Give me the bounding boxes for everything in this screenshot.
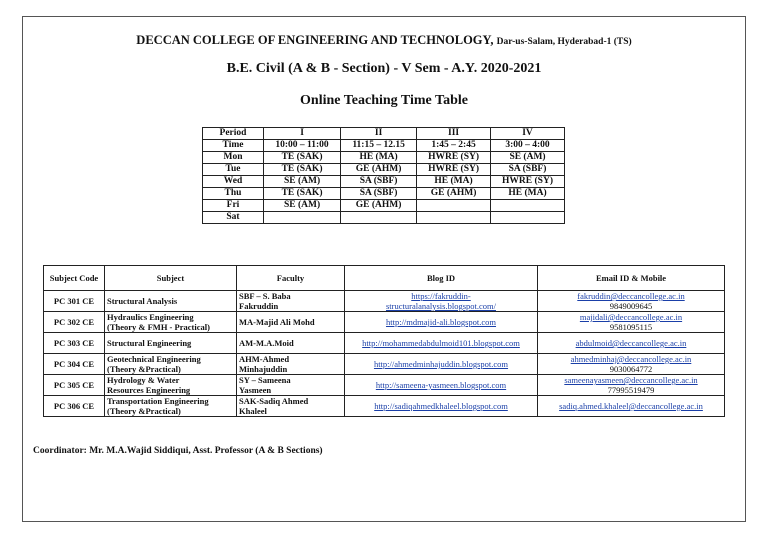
blog-link[interactable]: http://sameena-yasmeen.blogspot.com <box>375 380 507 390</box>
subject-name-cell <box>105 291 237 312</box>
faculty-name: AHM-Ahmed <box>239 354 290 364</box>
faculty-cell <box>237 396 345 417</box>
timetable-cell: SE (AM) <box>264 200 341 212</box>
timetable-day-cell: Thu <box>203 188 264 200</box>
timetable-header-cell: Period <box>203 128 264 140</box>
timetable-cell: 1:45 – 2:45 <box>417 140 491 152</box>
timetable-header-cell: II <box>341 128 417 140</box>
contact-cell <box>538 291 725 312</box>
faculty-name: Yasmeen <box>239 385 272 395</box>
header-subject: Subject <box>105 266 237 291</box>
subject-name: Hydrology & Water <box>107 375 180 385</box>
timetable-cell: GE (AHM) <box>341 200 417 212</box>
timetable-cell: TE (SAK) <box>264 152 341 164</box>
subject-name: Resources Engineering <box>107 385 191 395</box>
college-heading <box>0 33 768 48</box>
subject-name: Structural Analysis <box>107 296 178 306</box>
timetable-header-row <box>203 128 565 140</box>
timetable-cell: TE (SAK) <box>264 164 341 176</box>
table-row <box>44 312 725 333</box>
faculty-name: Minhajuddin <box>239 364 288 374</box>
faculty-name: Khaleel <box>239 406 267 416</box>
blog-link[interactable]: structuralanalysis.blogspot.com/ <box>385 301 496 311</box>
timetable-cell <box>341 212 417 224</box>
subject-name: (Theory &Practical) <box>107 364 181 374</box>
timetable-cell: SA (SBF) <box>341 176 417 188</box>
timetable-cell <box>417 200 491 212</box>
subject-name-cell <box>105 396 237 417</box>
blog-cell <box>345 312 538 333</box>
table-row <box>44 396 725 417</box>
faculty-name: SAK-Sadiq Ahmed <box>239 396 309 406</box>
subject-name-cell <box>105 375 237 396</box>
contact-cell <box>538 354 725 375</box>
email-link[interactable]: ahmedminhaj@deccancollege.ac.in <box>570 354 692 364</box>
contact-cell <box>538 333 725 354</box>
header-blog-id: Blog ID <box>345 266 538 291</box>
faculty-name: SBF – S. Baba <box>239 291 291 301</box>
timetable-day-cell: Mon <box>203 152 264 164</box>
timetable-cell: HWRE (SY) <box>491 176 565 188</box>
blog-cell <box>345 291 538 312</box>
contact-cell <box>538 396 725 417</box>
timetable-cell <box>491 200 565 212</box>
timetable-header-cell: I <box>264 128 341 140</box>
timetable-header-cell: III <box>417 128 491 140</box>
header-subject-code: Subject Code <box>44 266 105 291</box>
subject-name: Structural Engineering <box>107 338 192 348</box>
subject-code: PC 305 CE <box>44 375 105 396</box>
timetable-row <box>203 176 565 188</box>
timetable-cell <box>491 212 565 224</box>
faculty-cell <box>237 333 345 354</box>
timetable-day-cell: Wed <box>203 176 264 188</box>
subject-name: Geotechnical Engineering <box>107 354 201 364</box>
subject-code: PC 304 CE <box>44 354 105 375</box>
timetable-cell <box>417 212 491 224</box>
subject-table <box>43 265 725 417</box>
timetable-cell: SA (SBF) <box>341 188 417 200</box>
blog-link[interactable]: http://mdmajid-ali.blogspot.com <box>385 317 497 327</box>
faculty-cell <box>237 312 345 333</box>
timetable-day-cell: Fri <box>203 200 264 212</box>
blog-cell <box>345 375 538 396</box>
timetable-cell: HWRE (SY) <box>417 152 491 164</box>
subject-name-cell <box>105 354 237 375</box>
timetable-cell: HE (MA) <box>491 188 565 200</box>
timetable-cell: HE (MA) <box>341 152 417 164</box>
timetable-row <box>203 188 565 200</box>
timetable-day-cell: Tue <box>203 164 264 176</box>
timetable-cell: SA (SBF) <box>491 164 565 176</box>
timetable-cell: 3:00 – 4:00 <box>491 140 565 152</box>
timetable-cell <box>264 212 341 224</box>
table-row <box>44 354 725 375</box>
timetable-day-cell: Sat <box>203 212 264 224</box>
email-link[interactable]: majidali@deccancollege.ac.in <box>579 312 683 322</box>
timetable-day-cell: Time <box>203 140 264 152</box>
blog-link[interactable]: https://fakruddin- <box>411 291 471 301</box>
timetable-cell: GE (AHM) <box>417 188 491 200</box>
faculty-name: SY – Sameena <box>239 375 291 385</box>
subject-code: PC 301 CE <box>44 291 105 312</box>
email-link[interactable]: sameenayasmeen@deccancollege.ac.in <box>564 375 698 385</box>
table-row <box>44 333 725 354</box>
header-email-mobile: Email ID & Mobile <box>538 266 725 291</box>
program-heading: B.E. Civil (A & B - Section) - V Sem - A.Y. 2020-2021 <box>226 61 542 76</box>
faculty-cell <box>237 354 345 375</box>
timetable <box>202 127 565 224</box>
timetable-cell: 11:15 – 12.15 <box>341 140 417 152</box>
subject-code: PC 302 CE <box>44 312 105 333</box>
coordinator-note: Coordinator: Mr. M.A.Wajid Siddiqui, Asst. Professor (A & B Sections) <box>33 446 323 456</box>
mobile-number: 77995519479 <box>607 385 655 395</box>
subject-name: (Theory & FMH - Practical) <box>107 322 210 332</box>
timetable-cell: SE (AM) <box>264 176 341 188</box>
college-location: Dar-us-Salam, Hyderabad-1 (TS) <box>496 37 632 47</box>
blog-cell <box>345 354 538 375</box>
email-link[interactable]: sadiq.ahmed.khaleel@deccancollege.ac.in <box>559 401 703 411</box>
subject-code: PC 306 CE <box>44 396 105 417</box>
timetable-cell: 10:00 – 11:00 <box>264 140 341 152</box>
table-row <box>44 375 725 396</box>
faculty-cell <box>237 291 345 312</box>
faculty-name: Fakruddin <box>239 301 279 311</box>
college-name: DECCAN COLLEGE OF ENGINEERING AND TECHNOLOGY, <box>136 33 494 47</box>
subject-code: PC 303 CE <box>44 333 105 354</box>
mobile-number: 9581095115 <box>609 322 653 332</box>
faculty-name: AM-M.A.Moid <box>239 338 294 348</box>
subject-table-header <box>44 266 725 291</box>
timetable-row <box>203 200 565 212</box>
subject-name: (Theory &Practical) <box>107 406 181 416</box>
mobile-number: 9849009645 <box>609 301 653 311</box>
blog-link[interactable]: http://ahmedminhajuddin.blogspot.com <box>373 359 509 369</box>
email-link[interactable]: fakruddin@deccancollege.ac.in <box>577 291 685 301</box>
timetable-cell: GE (AHM) <box>341 164 417 176</box>
blog-cell <box>345 396 538 417</box>
faculty-name: MA-Majid Ali Mohd <box>239 317 315 327</box>
subject-name-cell <box>105 312 237 333</box>
timetable-row <box>203 212 565 224</box>
subject-name-cell <box>105 333 237 354</box>
contact-cell <box>538 312 725 333</box>
timetable-title: Online Teaching Time Table <box>300 93 468 108</box>
mobile-number: 9030064772 <box>609 364 653 374</box>
timetable-cell: HWRE (SY) <box>417 164 491 176</box>
header-faculty: Faculty <box>237 266 345 291</box>
timetable-cell: HE (MA) <box>417 176 491 188</box>
subject-name: Transportation Engineering <box>107 396 209 406</box>
blog-link[interactable]: http://sadiqahmedkhaleel.blogspot.com <box>374 401 508 411</box>
email-link[interactable]: abdulmoid@deccancollege.ac.in <box>575 338 687 348</box>
faculty-cell <box>237 375 345 396</box>
blog-cell <box>345 333 538 354</box>
timetable-cell: TE (SAK) <box>264 188 341 200</box>
contact-cell <box>538 375 725 396</box>
blog-link[interactable]: http://mohammedabdulmoid101.blogspot.com <box>362 338 520 348</box>
timetable-row <box>203 140 565 152</box>
timetable-row <box>203 152 565 164</box>
table-row <box>44 291 725 312</box>
timetable-row <box>203 164 565 176</box>
timetable-header-cell: IV <box>491 128 565 140</box>
timetable-cell: SE (AM) <box>491 152 565 164</box>
subject-name: Hydraulics Engineering <box>107 312 194 322</box>
